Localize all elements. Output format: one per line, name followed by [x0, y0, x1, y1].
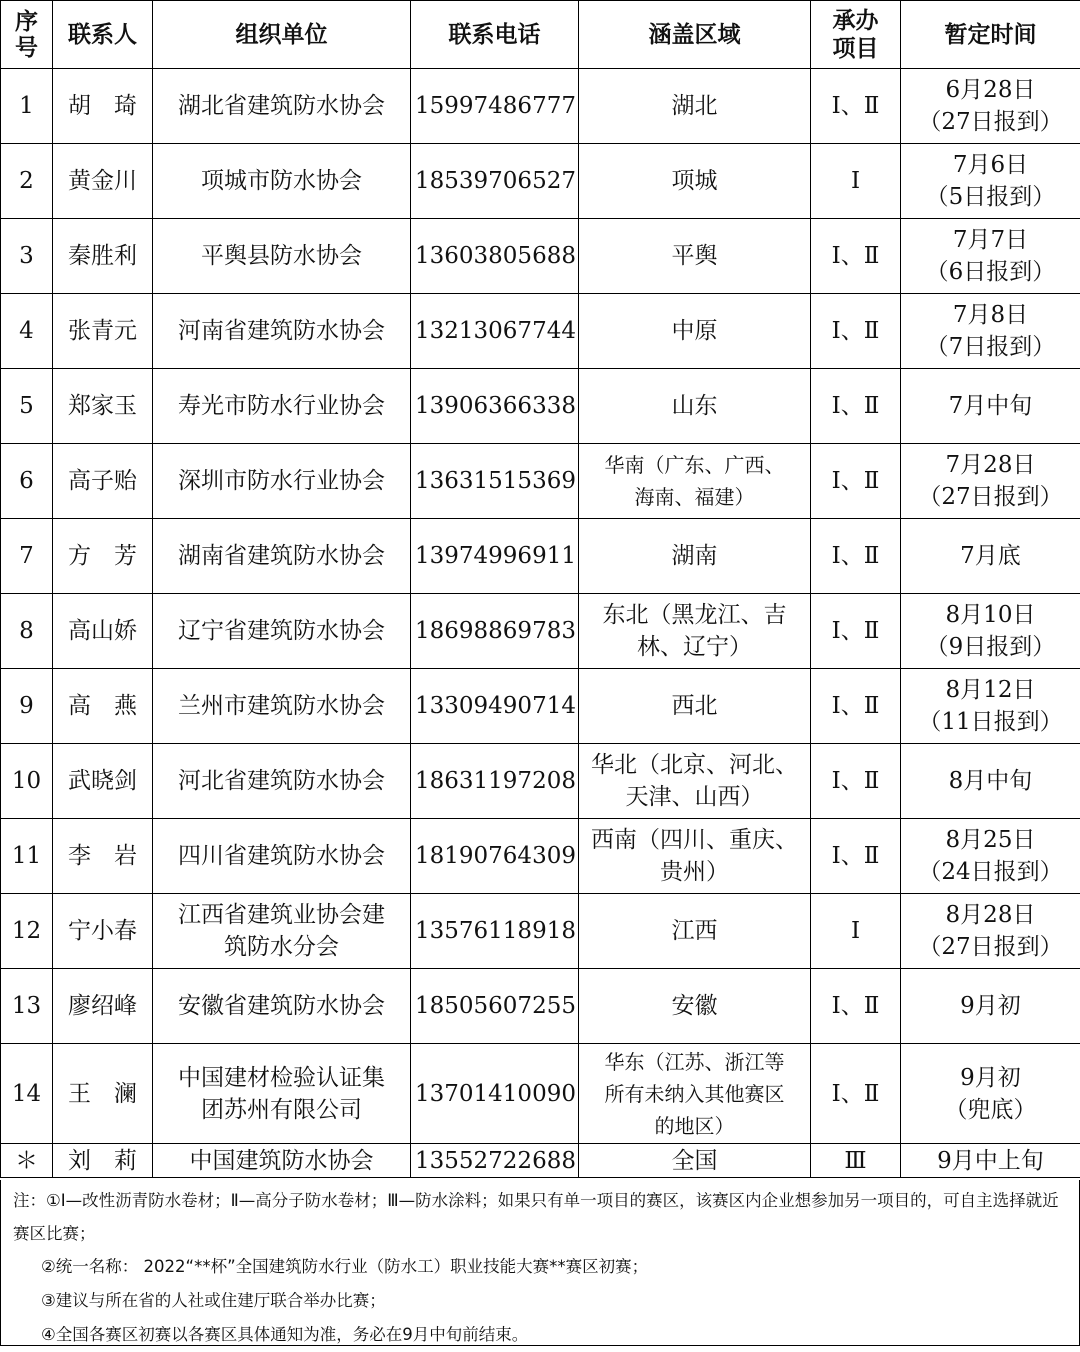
cell-org [153, 1144, 411, 1178]
cell-time-line: （7日报到） [905, 331, 1076, 363]
cell-time-line: （9日报到） [905, 631, 1076, 663]
cell-area [579, 594, 811, 669]
cell-time [901, 519, 1080, 594]
cell-org [153, 519, 411, 594]
cell-org-line: 筑防水分会 [157, 931, 406, 963]
cell-items: Ⅰ、Ⅱ [811, 219, 901, 294]
cell-seq: 12 [1, 894, 53, 969]
cell-time [901, 1044, 1080, 1144]
cell-seq: ＊ [1, 1144, 53, 1178]
cell-contact: 李 岩 [53, 819, 153, 894]
cell-org-line: 四川省建筑防水协会 [157, 840, 406, 872]
cell-time-line: （27日报到） [905, 931, 1076, 963]
cell-area-line: 山东 [583, 390, 806, 422]
cell-area [579, 1044, 811, 1144]
cell-contact: 廖绍峰 [53, 969, 153, 1044]
cell-org [153, 594, 411, 669]
cell-contact: 刘 莉 [53, 1144, 153, 1178]
cell-area-line: 东北（黑龙江、吉 [583, 599, 806, 631]
cell-area [579, 819, 811, 894]
table-row [1, 594, 1080, 669]
table-row [1, 819, 1080, 894]
cell-contact: 宁小春 [53, 894, 153, 969]
cell-items: Ⅰ、Ⅱ [811, 444, 901, 519]
cell-items: Ⅰ、Ⅱ [811, 369, 901, 444]
cell-org-line: 江西省建筑业协会建 [157, 899, 406, 931]
cell-items: Ⅰ、Ⅱ [811, 819, 901, 894]
cell-items: Ⅰ、Ⅱ [811, 1044, 901, 1144]
cell-area-line: 海南、福建） [583, 481, 806, 513]
cell-time-line: （24日报到） [905, 856, 1076, 888]
cell-area [579, 669, 811, 744]
cell-org-line: 兰州市建筑防水协会 [157, 690, 406, 722]
cell-seq: 11 [1, 819, 53, 894]
cell-seq: 5 [1, 369, 53, 444]
cell-contact: 王 澜 [53, 1044, 153, 1144]
header-area: 涵盖区域 [579, 1, 811, 69]
cell-contact: 方 芳 [53, 519, 153, 594]
cell-time-line: （11日报到） [905, 706, 1076, 738]
table-row [1, 444, 1080, 519]
cell-time-line: 7月8日 [905, 299, 1076, 331]
note-line-1: 注：①Ⅰ—改性沥青防水卷材；Ⅱ—高分子防水卷材；Ⅲ—防水涂料；如果只有单一项目的赛区，该赛区内企业想参加另一项目的，可自主选择就近赛区比赛； [13, 1184, 1067, 1250]
cell-time [901, 69, 1080, 144]
cell-org [153, 369, 411, 444]
cell-area-line: 华东（江苏、浙江等 [583, 1046, 806, 1078]
cell-area [579, 294, 811, 369]
cell-seq: 2 [1, 144, 53, 219]
cell-area-line: 贵州） [583, 856, 806, 888]
cell-phone: 13701410090 [411, 1044, 579, 1144]
cell-seq: 13 [1, 969, 53, 1044]
cell-area-line: 全国 [583, 1146, 806, 1176]
table-header-row [1, 1, 1080, 69]
cell-contact: 高子贻 [53, 444, 153, 519]
cell-phone: 13552722688 [411, 1144, 579, 1178]
cell-contact: 高 燕 [53, 669, 153, 744]
cell-org [153, 294, 411, 369]
cell-contact: 黄金川 [53, 144, 153, 219]
cell-area-line: 所有未纳入其他赛区 [583, 1078, 806, 1110]
cell-area-line: 湖北 [583, 90, 806, 122]
cell-seq: 4 [1, 294, 53, 369]
cell-items: Ⅰ [811, 144, 901, 219]
table-row [1, 1144, 1080, 1178]
cell-org [153, 444, 411, 519]
cell-area-line: 项城 [583, 165, 806, 197]
cell-contact: 武晓剑 [53, 744, 153, 819]
cell-seq: 1 [1, 69, 53, 144]
cell-time [901, 669, 1080, 744]
cell-area-line: 平舆 [583, 240, 806, 272]
cell-org-line: 项城市防水协会 [157, 165, 406, 197]
cell-area [579, 969, 811, 1044]
note-line-3: ③建议与所在省的人社或住建厅联合举办比赛； [13, 1284, 1067, 1318]
cell-contact: 胡 琦 [53, 69, 153, 144]
cell-time [901, 594, 1080, 669]
cell-phone: 13631515369 [411, 444, 579, 519]
cell-org [153, 669, 411, 744]
cell-seq: 8 [1, 594, 53, 669]
cell-phone: 18190764309 [411, 819, 579, 894]
cell-area [579, 894, 811, 969]
cell-area-line: 西南（四川、重庆、 [583, 824, 806, 856]
cell-area-line: 江西 [583, 915, 806, 947]
cell-area [579, 519, 811, 594]
table-row [1, 894, 1080, 969]
cell-org [153, 819, 411, 894]
cell-org [153, 69, 411, 144]
cell-time-line: 6月28日 [905, 74, 1076, 106]
cell-time-line: 9月初 [905, 1062, 1076, 1094]
header-phone: 联系电话 [411, 1, 579, 69]
cell-org [153, 1044, 411, 1144]
cell-items: Ⅰ、Ⅱ [811, 519, 901, 594]
cell-area-line: 华南（广东、广西、 [583, 449, 806, 481]
cell-org-line: 湖北省建筑防水协会 [157, 90, 406, 122]
cell-org [153, 219, 411, 294]
cell-items: Ⅰ、Ⅱ [811, 744, 901, 819]
table-row [1, 294, 1080, 369]
cell-org-line: 辽宁省建筑防水协会 [157, 615, 406, 647]
cell-time-line: 7月7日 [905, 224, 1076, 256]
cell-time [901, 144, 1080, 219]
cell-area [579, 1144, 811, 1178]
note-line-2: ②统一名称： 2022“**杯”全国建筑防水行业（防水工）职业技能大赛**赛区初赛； [13, 1250, 1067, 1284]
cell-time [901, 1144, 1080, 1178]
cell-phone: 18539706527 [411, 144, 579, 219]
cell-area-line: 安徽 [583, 990, 806, 1022]
header-contact: 联系人 [53, 1, 153, 69]
table-body [1, 69, 1080, 1178]
cell-time [901, 969, 1080, 1044]
cell-time-line: （5日报到） [905, 181, 1076, 213]
cell-time-line: （6日报到） [905, 256, 1076, 288]
cell-time [901, 219, 1080, 294]
cell-time-line: 9月中上旬 [905, 1146, 1076, 1176]
cell-phone: 15997486777 [411, 69, 579, 144]
table-row [1, 369, 1080, 444]
cell-time [901, 444, 1080, 519]
cell-items: Ⅰ、Ⅱ [811, 69, 901, 144]
cell-time [901, 744, 1080, 819]
cell-phone: 13906366338 [411, 369, 579, 444]
cell-area-line: 的地区） [583, 1110, 806, 1142]
cell-time [901, 369, 1080, 444]
table-row [1, 1044, 1080, 1144]
cell-contact: 秦胜利 [53, 219, 153, 294]
cell-time-line: （27日报到） [905, 106, 1076, 138]
cell-phone: 13213067744 [411, 294, 579, 369]
cell-time-line: 8月中旬 [905, 765, 1076, 797]
cell-seq: 6 [1, 444, 53, 519]
cell-contact: 郑家玉 [53, 369, 153, 444]
cell-contact: 高山娇 [53, 594, 153, 669]
cell-phone: 13603805688 [411, 219, 579, 294]
cell-org-line: 中国建筑防水协会 [157, 1146, 406, 1176]
header-seq: 序号 [1, 1, 53, 69]
cell-seq: 9 [1, 669, 53, 744]
cell-area [579, 144, 811, 219]
table-row [1, 669, 1080, 744]
cell-seq: 10 [1, 744, 53, 819]
cell-phone: 18505607255 [411, 969, 579, 1044]
table-row [1, 69, 1080, 144]
cell-org-line: 安徽省建筑防水协会 [157, 990, 406, 1022]
header-items: 承办项目 [811, 1, 901, 69]
cell-org [153, 969, 411, 1044]
cell-time [901, 294, 1080, 369]
table-row [1, 144, 1080, 219]
cell-time [901, 819, 1080, 894]
cell-time-line: 7月6日 [905, 149, 1076, 181]
cell-org [153, 144, 411, 219]
cell-area-line: 中原 [583, 315, 806, 347]
cell-org-line: 湖南省建筑防水协会 [157, 540, 406, 572]
cell-area-line: 西北 [583, 690, 806, 722]
cell-time-line: 7月底 [905, 540, 1076, 572]
cell-items: Ⅰ [811, 894, 901, 969]
cell-org-line: 寿光市防水行业协会 [157, 390, 406, 422]
cell-contact: 张青元 [53, 294, 153, 369]
cell-area-line: 湖南 [583, 540, 806, 572]
cell-items: Ⅲ [811, 1144, 901, 1178]
cell-area [579, 219, 811, 294]
cell-phone: 18631197208 [411, 744, 579, 819]
cell-phone: 18698869783 [411, 594, 579, 669]
cell-org-line: 河南省建筑防水协会 [157, 315, 406, 347]
cell-org-line: 河北省建筑防水协会 [157, 765, 406, 797]
cell-seq: 3 [1, 219, 53, 294]
notes-section [0, 1180, 1080, 1346]
cell-area [579, 444, 811, 519]
cell-items: Ⅰ、Ⅱ [811, 294, 901, 369]
cell-area [579, 69, 811, 144]
cell-seq: 14 [1, 1044, 53, 1144]
cell-area-line: 华北（北京、河北、 [583, 749, 806, 781]
cell-time-line: 8月28日 [905, 899, 1076, 931]
header-org: 组织单位 [153, 1, 411, 69]
cell-area-line: 天津、山西） [583, 781, 806, 813]
cell-time-line: （兜底） [905, 1094, 1076, 1126]
cell-org [153, 894, 411, 969]
cell-time-line: 7月中旬 [905, 390, 1076, 422]
cell-area [579, 369, 811, 444]
cell-org [153, 744, 411, 819]
cell-items: Ⅰ、Ⅱ [811, 594, 901, 669]
cell-org-line: 平舆县防水协会 [157, 240, 406, 272]
cell-phone: 13309490714 [411, 669, 579, 744]
cell-time-line: 9月初 [905, 990, 1076, 1022]
cell-seq: 7 [1, 519, 53, 594]
cell-time-line: 8月12日 [905, 674, 1076, 706]
cell-org-line: 中国建材检验认证集 [157, 1062, 406, 1094]
cell-time [901, 894, 1080, 969]
table-row [1, 519, 1080, 594]
cell-org-line: 团苏州有限公司 [157, 1094, 406, 1126]
table-row [1, 744, 1080, 819]
cell-items: Ⅰ、Ⅱ [811, 969, 901, 1044]
cell-area [579, 744, 811, 819]
cell-phone: 13576118918 [411, 894, 579, 969]
cell-org-line: 深圳市防水行业协会 [157, 465, 406, 497]
table-row [1, 219, 1080, 294]
header-time: 暂定时间 [901, 1, 1080, 69]
cell-area-line: 林、辽宁） [583, 631, 806, 663]
cell-time-line: 7月28日 [905, 449, 1076, 481]
cell-time-line: 8月10日 [905, 599, 1076, 631]
cell-time-line: （27日报到） [905, 481, 1076, 513]
table-row [1, 969, 1080, 1044]
cell-time-line: 8月25日 [905, 824, 1076, 856]
note-line-4: ④全国各赛区初赛以各赛区具体通知为准，务必在9月中旬前结束。 [13, 1318, 1067, 1352]
cell-items: Ⅰ、Ⅱ [811, 669, 901, 744]
cell-phone: 13974996911 [411, 519, 579, 594]
